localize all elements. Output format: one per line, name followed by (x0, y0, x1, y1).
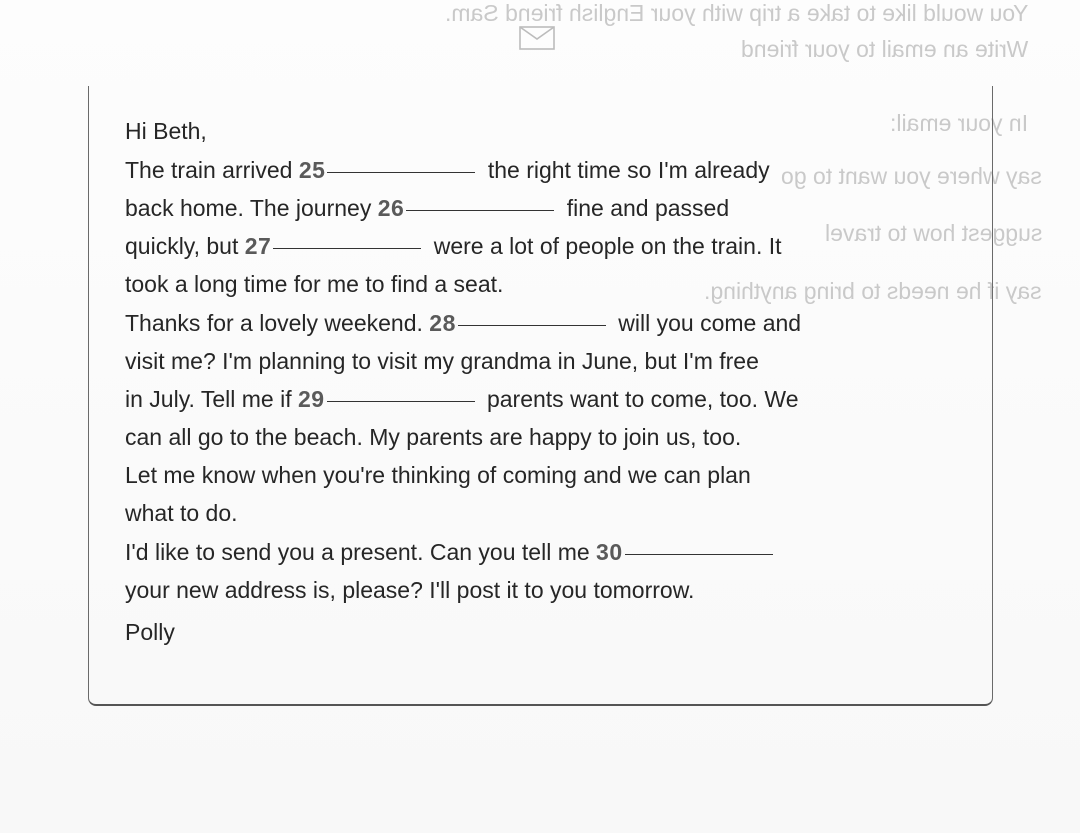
gap-number-29: 29 (297, 386, 325, 412)
bleed-through-line: say where you want to go (781, 163, 1042, 189)
answer-blank-27[interactable] (273, 247, 421, 249)
letter-text: fine and passed (566, 195, 730, 221)
letter-paragraph-1 (125, 151, 955, 303)
letter-text: The train arrived (125, 157, 293, 183)
letter-text: your new address is, please? I'll post it to you tomorrow. (125, 577, 695, 603)
gap-number-27: 27 (244, 233, 272, 259)
letter-text: Thanks for a lovely weekend. (125, 310, 423, 336)
letter-text: I'd like to send you a present. Can you tell me (125, 539, 590, 565)
gap-number-26: 26 (377, 195, 405, 221)
letter-paragraph-2 (125, 304, 955, 532)
letter-text: took a long time for me to find a seat. (125, 271, 504, 297)
letter-text: Let me know when you're thinking of coming and we can plan (125, 462, 751, 488)
letter-text: will you come and (618, 310, 802, 336)
letter-text: what to do. (125, 500, 238, 526)
bleed-through-line: suggest how to travel (824, 220, 1042, 246)
envelope-icon (519, 26, 555, 50)
letter-text: in July. Tell me if (125, 386, 292, 412)
letter-text: visit me? I'm planning to visit my grandma in June, but I'm free (125, 348, 759, 374)
answer-blank-29[interactable] (327, 400, 475, 402)
answer-blank-26[interactable] (406, 209, 554, 211)
letter-text: were a lot of people on the train. It (433, 233, 782, 259)
letter-text: can all go to the beach. My parents are happy to join us, too. (125, 424, 742, 450)
letter-text: back home. The journey (125, 195, 372, 221)
bleed-through-line: You would like to take a trip with your English friend Sam. (444, 0, 1028, 26)
gap-number-30: 30 (596, 539, 623, 565)
letter-text: parents want to come, too. We (486, 386, 799, 412)
answer-blank-25[interactable] (327, 171, 475, 173)
letter-paragraph-3 (125, 533, 955, 609)
answer-blank-28[interactable] (458, 324, 606, 326)
gap-number-25: 25 (298, 157, 326, 183)
letter-text: the right time so I'm already (487, 157, 770, 183)
email-letter (125, 112, 955, 651)
letter-greeting: Hi Beth, (125, 118, 207, 144)
bleed-through-line: In your email: (889, 110, 1028, 136)
letter-text: quickly, but (125, 233, 239, 259)
bleed-through-line: say if he needs to bring anything. (704, 278, 1042, 304)
gap-number-28: 28 (429, 310, 456, 336)
letter-signature: Polly (125, 619, 175, 645)
bleed-through-line: Write an email to your friend (740, 36, 1028, 62)
answer-blank-30[interactable] (625, 553, 773, 555)
